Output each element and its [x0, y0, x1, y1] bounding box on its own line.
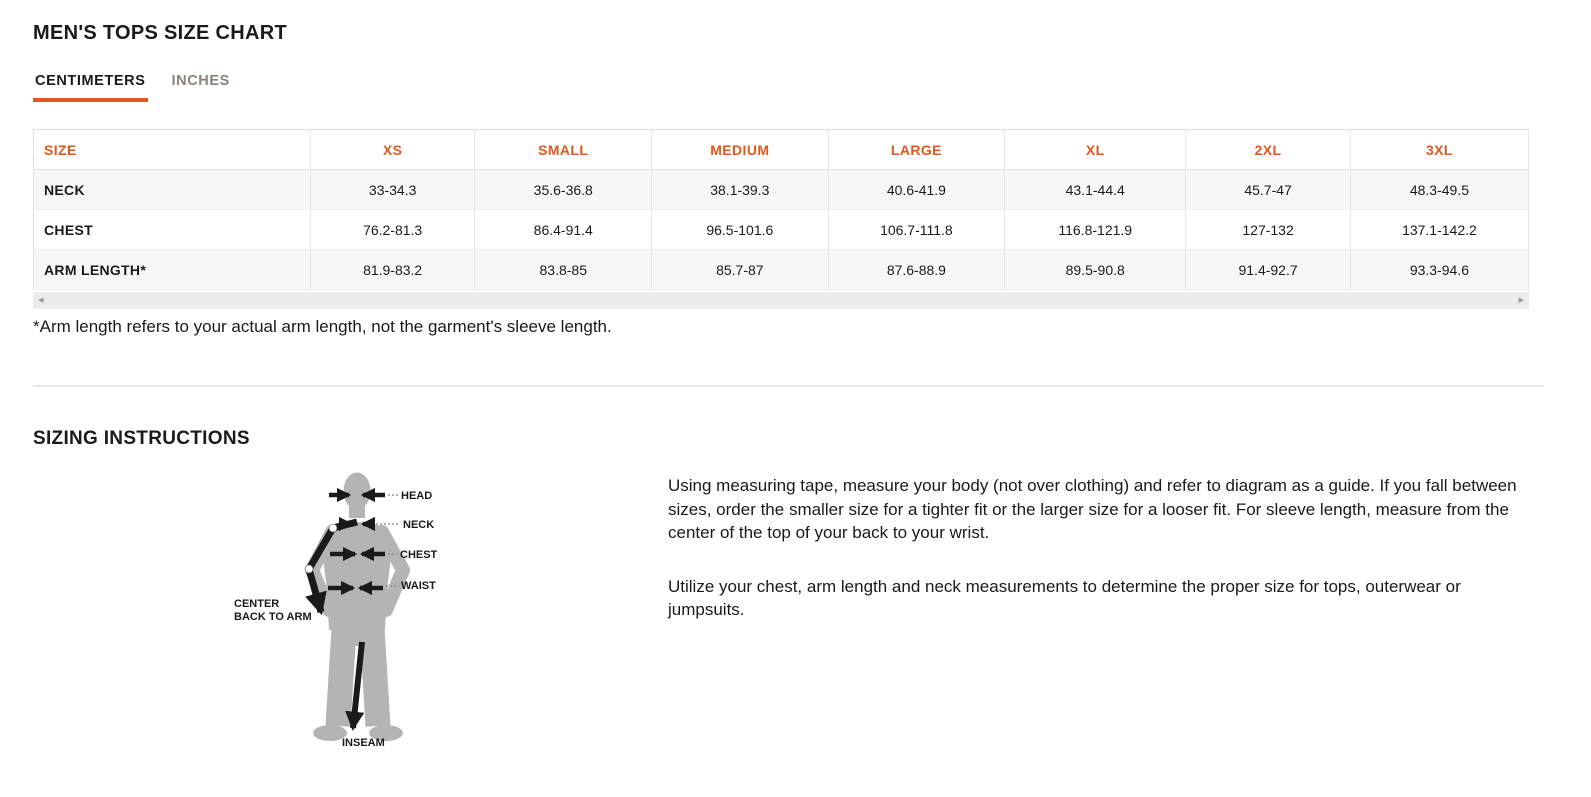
table-row-neck — [34, 170, 1529, 210]
cell-chest-xl: 116.8-121.9 — [1005, 210, 1186, 250]
cell-chest-3xl: 137.1-142.2 — [1350, 210, 1528, 250]
column-header-medium: MEDIUM — [652, 130, 829, 170]
table-row-chest — [34, 210, 1529, 250]
cell-arm-2xl: 91.4-92.7 — [1186, 250, 1351, 290]
column-header-3xl: 3XL — [1350, 130, 1528, 170]
label-chest: CHEST — [400, 549, 438, 561]
column-header-xl: XL — [1005, 130, 1186, 170]
table-row-arm-length — [34, 250, 1529, 290]
size-chart-table — [33, 129, 1529, 290]
column-header-2xl: 2XL — [1186, 130, 1351, 170]
cell-neck-large: 40.6-41.9 — [828, 170, 1005, 210]
column-header-xs: XS — [310, 130, 475, 170]
arm-length-footnote: *Arm length refers to your actual arm length, not the garment's sleeve length. — [33, 317, 612, 336]
row-label-neck: NECK — [34, 170, 311, 210]
instructions-paragraph-2: Utilize your chest, arm length and neck measurements to determine the proper size for tops, outerwear or jumpsuits. — [668, 576, 1461, 619]
scroll-left-icon[interactable]: ◂ — [38, 294, 44, 306]
cell-chest-xs: 76.2-81.3 — [310, 210, 475, 250]
cell-neck-3xl: 48.3-49.5 — [1350, 170, 1528, 210]
label-center-back-2: BACK TO ARM — [234, 611, 312, 623]
label-center-back-1: CENTER — [234, 598, 280, 610]
cell-neck-xs: 33-34.3 — [310, 170, 475, 210]
cell-chest-medium: 96.5-101.6 — [652, 210, 829, 250]
cell-arm-medium: 85.7-87 — [652, 250, 829, 290]
label-waist: WAIST — [401, 580, 436, 592]
cell-chest-small: 86.4-91.4 — [475, 210, 652, 250]
label-neck: NECK — [403, 519, 435, 531]
tab-centimeters[interactable]: CENTIMETERS — [33, 73, 148, 102]
sizing-instructions-section — [33, 470, 1544, 762]
cell-arm-large: 87.6-88.9 — [828, 250, 1005, 290]
page-title: MEN'S TOPS SIZE CHART — [33, 22, 288, 44]
body-measurement-diagram — [33, 470, 668, 762]
instructions-text — [668, 470, 1524, 762]
table-header-row — [34, 130, 1529, 170]
measurement-figure-svg — [232, 470, 442, 762]
row-label-chest: CHEST — [34, 210, 311, 250]
column-header-large: LARGE — [828, 130, 1005, 170]
cell-chest-large: 106.7-111.8 — [828, 210, 1005, 250]
column-header-small: SMALL — [475, 130, 652, 170]
unit-tabs — [33, 73, 1544, 102]
instructions-paragraph-1: Using measuring tape, measure your body (not over clothing) and refer to diagram as a guide. If you fall between sizes, order the smaller size for a tighter fit or the larger size for a looser fit. For sleeve length, measure from the center of the top of your back to your wrist. — [668, 476, 1517, 542]
cell-neck-2xl: 45.7-47 — [1186, 170, 1351, 210]
table-horizontal-scrollbar[interactable] — [33, 292, 1529, 309]
cell-neck-xl: 43.1-44.4 — [1005, 170, 1186, 210]
size-chart-page — [0, 22, 1591, 762]
scroll-right-icon[interactable]: ▸ — [1518, 294, 1524, 306]
section-divider — [33, 385, 1544, 387]
label-inseam: INSEAM — [342, 737, 385, 749]
label-head: HEAD — [401, 490, 433, 502]
cell-arm-small: 83.8-85 — [475, 250, 652, 290]
cell-neck-small: 35.6-36.8 — [475, 170, 652, 210]
row-label-arm-length: ARM LENGTH* — [34, 250, 311, 290]
cell-arm-xs: 81.9-83.2 — [310, 250, 475, 290]
sizing-instructions-title: SIZING INSTRUCTIONS — [33, 428, 250, 449]
cell-neck-medium: 38.1-39.3 — [652, 170, 829, 210]
cell-arm-3xl: 93.3-94.6 — [1350, 250, 1528, 290]
cell-arm-xl: 89.5-90.8 — [1005, 250, 1186, 290]
cell-chest-2xl: 127-132 — [1186, 210, 1351, 250]
tab-inches[interactable]: INCHES — [171, 73, 230, 89]
column-header-size: SIZE — [34, 130, 311, 170]
